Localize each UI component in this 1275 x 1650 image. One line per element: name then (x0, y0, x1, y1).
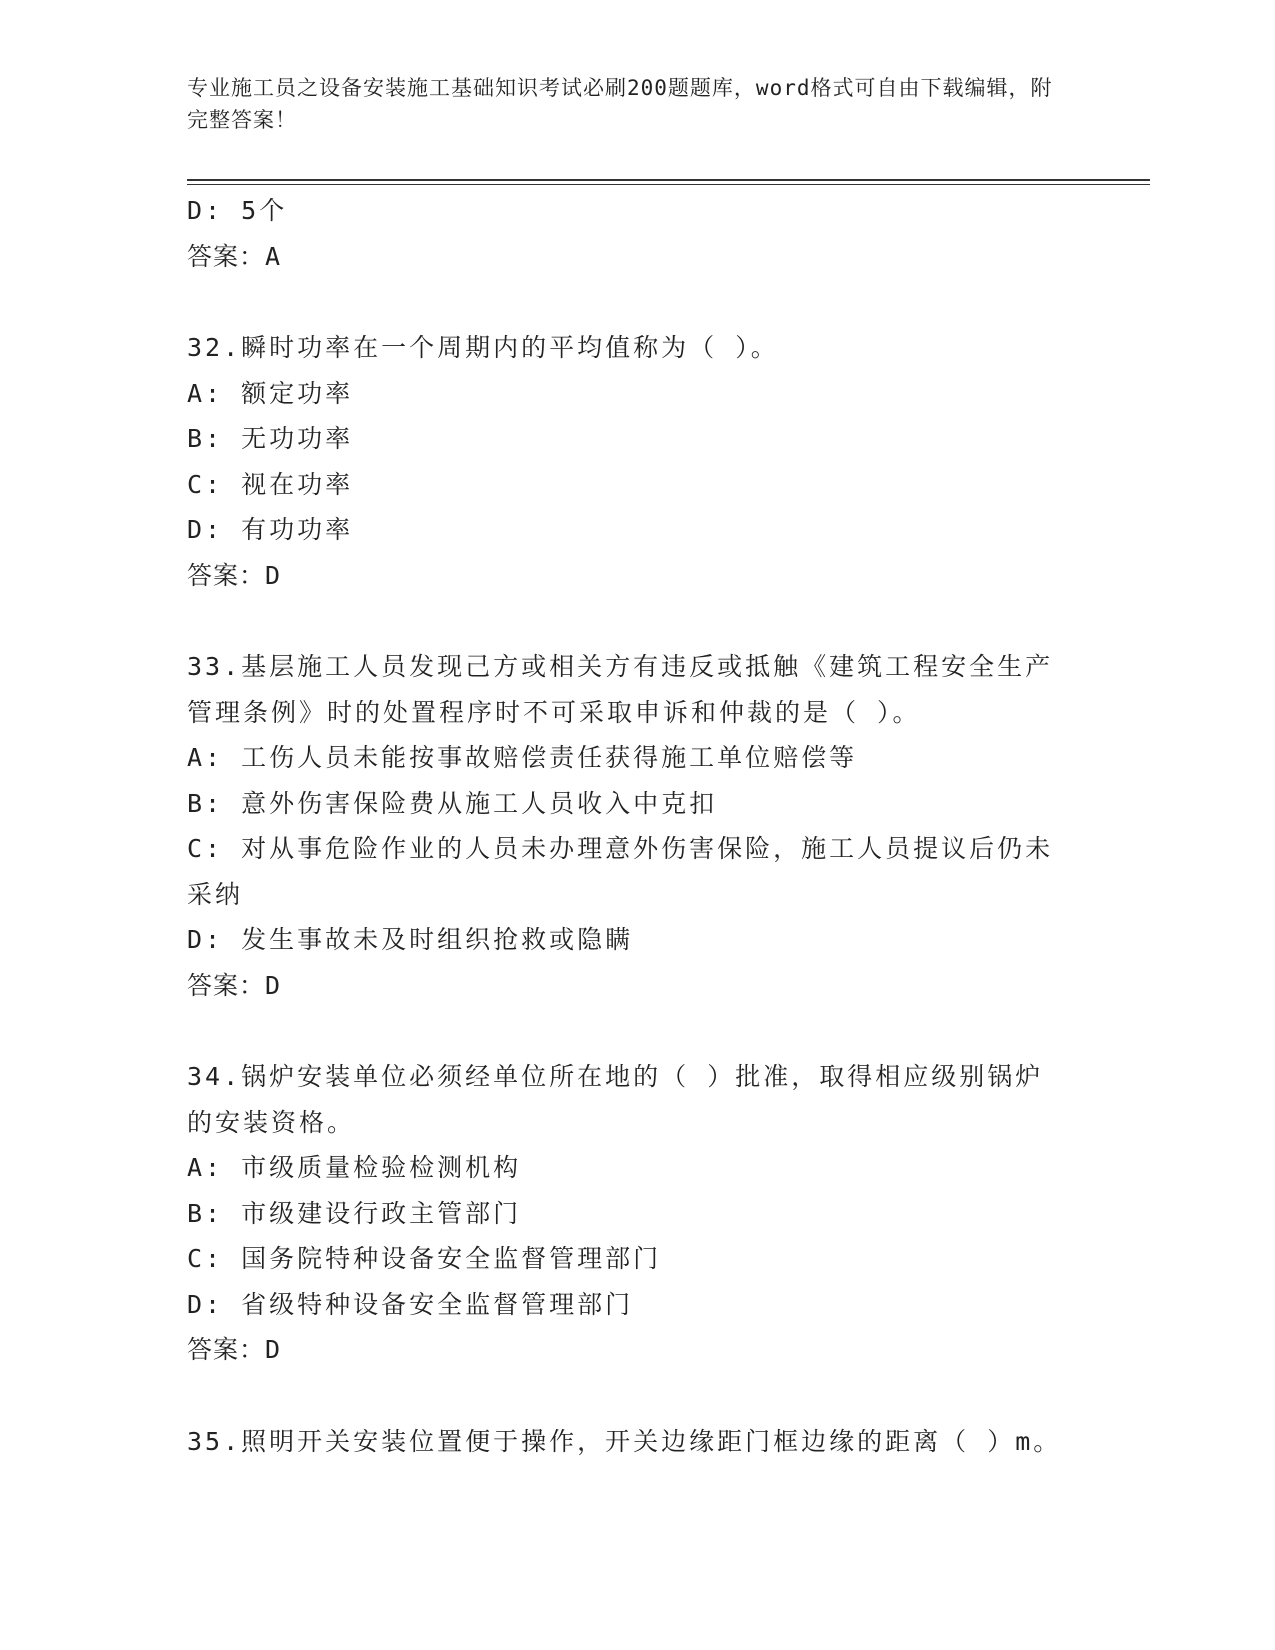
option-a: A: 额定功率 (187, 378, 354, 408)
question-stem: 35.照明开关安装位置便于操作，开关边缘距门框边缘的距离（ ）m。 (187, 1426, 1062, 1456)
question-stem: 34.锅炉安装单位必须经单位所在地的（ ）批准，取得相应级别锅炉的安装资格。 (187, 1062, 1044, 1137)
option-a: A: 工伤人员未能按事故赔偿责任获得施工单位赔偿等 (187, 743, 858, 772)
option-b: B: 市级建设行政主管部门 (187, 1198, 522, 1228)
question-33 (187, 644, 1087, 1008)
document-header: 专业施工员之设备安装施工基础知识考试必刷200题题库，word格式可自由下载编辑，附完整答案！ (187, 76, 1053, 132)
option-d: D: 有功功率 (187, 515, 354, 544)
question-list (187, 188, 1087, 1464)
answer: 答案：D (187, 970, 282, 1000)
question-32 (187, 325, 1087, 598)
question-34 (187, 1054, 1087, 1373)
question-stem: 32.瞬时功率在一个周期内的平均值称为（ ）。 (187, 333, 779, 362)
option-d: D: 省级特种设备安全监督管理部门 (187, 1289, 634, 1319)
option-d: D: 发生事故未及时组织抢救或隐瞒 (187, 925, 634, 954)
option-c: C: 对从事危险作业的人员未办理意外伤害保险，施工人员提议后仍未采纳 (187, 834, 1054, 909)
header-divider-bottom (187, 184, 1150, 185)
header-divider-top (187, 179, 1150, 181)
option-b: B: 无功功率 (187, 424, 354, 453)
question-stem: 33.基层施工人员发现己方或相关方有违反或抵触《建筑工程安全生产管理条例》时的处置程序时不可采取申诉和仲裁的是（ ）。 (187, 652, 1054, 727)
answer: 答案：D (187, 1335, 282, 1364)
option-c: C: 国务院特种设备安全监督管理部门 (187, 1244, 662, 1273)
option-c: C: 视在功率 (187, 469, 354, 499)
prev-answer: 答案：A (187, 241, 282, 271)
prev-option-d: D: 5个 (187, 196, 288, 225)
option-b: B: 意外伤害保险费从施工人员收入中克扣 (187, 788, 718, 818)
question-35 (187, 1419, 1087, 1465)
answer: 答案：D (187, 560, 282, 590)
option-a: A: 市级质量检验检测机构 (187, 1153, 522, 1182)
